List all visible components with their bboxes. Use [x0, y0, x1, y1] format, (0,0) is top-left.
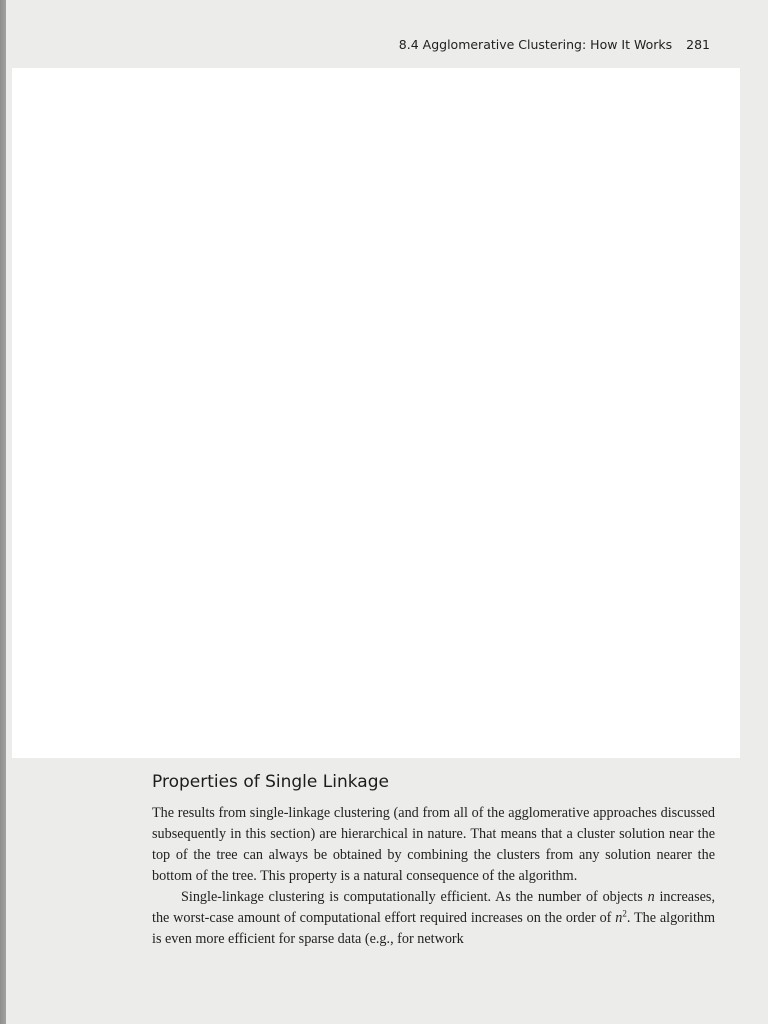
running-head [399, 37, 710, 52]
paragraph-2-text-c: . The algorithm is even more efficient for sparse data (e.g., for network [152, 910, 716, 947]
page-number: 281 [686, 37, 710, 52]
variable-n: n [647, 889, 655, 905]
variable-n-squared: n [615, 910, 623, 926]
paragraph-2-text-b: increases, the worst-case amount of computational effort required increases on the order of [152, 889, 715, 926]
book-page [6, 0, 768, 1024]
exponent: 2 [622, 908, 627, 919]
body-text [152, 803, 715, 950]
paragraph-2-text-a: Single-linkage clustering is computationally efficient. As the number of objects [181, 889, 648, 905]
paragraph-2 [152, 887, 715, 950]
blank-figure-area [12, 68, 740, 758]
section-title: Properties of Single Linkage [152, 772, 389, 792]
paragraph-1: The results from single-linkage clustering (and from all of the agglomerative approaches discussed subsequently in this section) are hierarchical in nature. That means that a cluster solution near the top of the tree can always be obtained by combining the clusters from any solution nearer the bottom of the tree. This property is a natural consequence of the algorithm. [152, 805, 715, 884]
running-head-section: 8.4 Agglomerative Clustering: How It Works [398, 37, 673, 52]
